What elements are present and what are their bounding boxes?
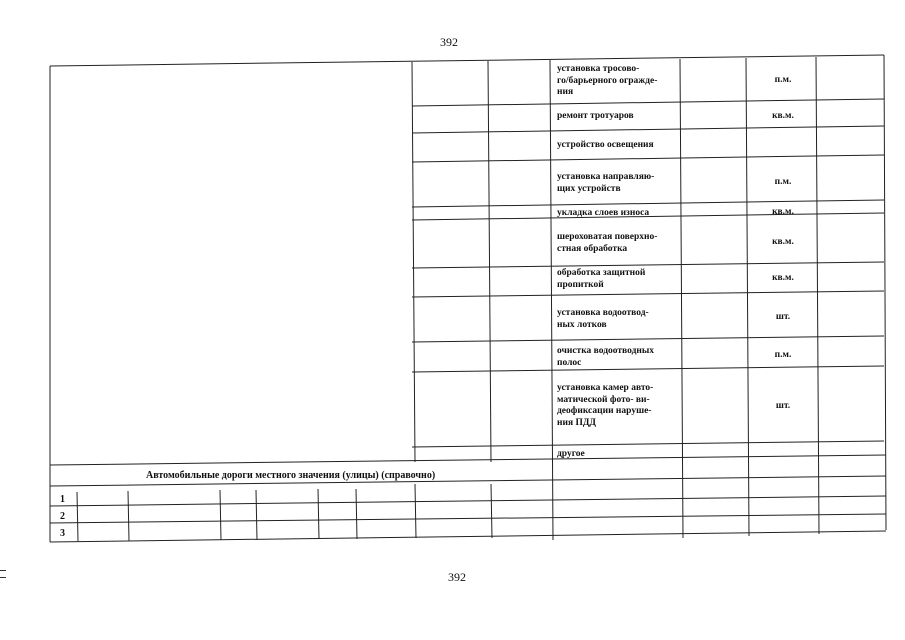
work-row-name: установка камер авто- матической фото- ви- деофиксации наруше- ния ПДД (557, 383, 654, 428)
row-number: 1 (60, 494, 65, 505)
work-row-name: установка тросово- го/барьерного огражде- ния (557, 64, 658, 97)
work-row-unit: п.м. (774, 350, 792, 360)
work-row-unit: кв.м. (772, 111, 794, 121)
work-row-name: устройство освещения (557, 140, 654, 150)
work-row-name: установка водоотвод- ных лотков (557, 308, 649, 330)
work-row-name: очистка водоотводных полос (557, 346, 655, 368)
work-row-name: ремонт тротуаров (557, 111, 634, 121)
work-row-name: другое (557, 449, 585, 459)
work-row-name: установка направляю- щих устройств (557, 172, 655, 194)
page-number-top: 392 (440, 35, 458, 49)
work-row-unit: кв.м. (772, 207, 794, 217)
work-row-unit: п.м. (774, 177, 792, 187)
work-row-unit: шт. (775, 312, 791, 322)
work-row-unit: п.м. (774, 75, 792, 85)
work-row-unit: шт. (775, 401, 791, 411)
work-row-name: шероховатая поверхно- стная обработка (557, 232, 658, 254)
work-row-unit: кв.м. (772, 237, 794, 247)
section-title: Автомобильные дороги местного значения (улицы) (справочно) (146, 470, 436, 481)
work-row-name: обработка защитной пропиткой (557, 268, 646, 290)
row-number: 2 (60, 511, 65, 522)
work-row-name: укладка слоев износа (557, 208, 650, 218)
margin-mark (0, 570, 6, 578)
row-number: 3 (60, 528, 65, 539)
work-row-unit: кв.м. (772, 273, 794, 283)
page-number-bottom: 392 (448, 570, 466, 584)
